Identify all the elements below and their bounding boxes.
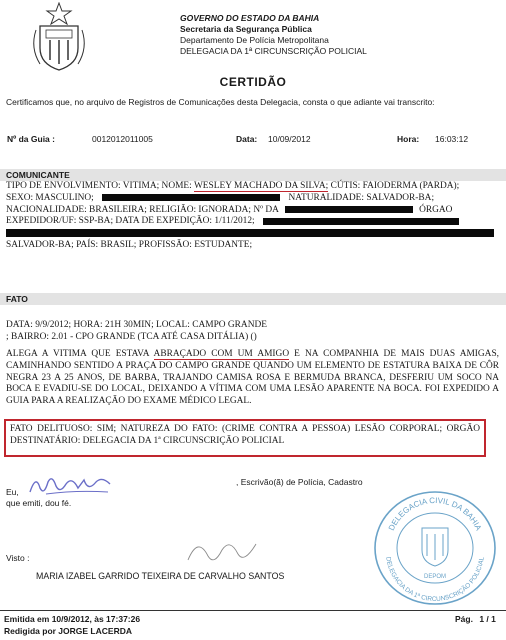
coat-of-arms-logo bbox=[28, 2, 90, 74]
footer-redigida: Redigida por JORGE LACERDA bbox=[4, 626, 132, 636]
redaction-bar bbox=[263, 218, 459, 225]
escrivao-label: , Escrivão(ã) de Polícia, Cadastro bbox=[236, 477, 363, 487]
visto-label: Visto : bbox=[6, 553, 30, 563]
comunicante-line1a: TIPO DE ENVOLVIMENTO: VITIMA; NOME: bbox=[6, 181, 192, 191]
delegada-nome: MARIA IZABEL GARRIDO TEIXEIRA DE CARVALHO SANTOS bbox=[36, 571, 285, 581]
comunicante-line3a: NACIONALIDADE: BRASILEIRA; RELIGIÃO: IGNORADA; Nº DA bbox=[6, 204, 279, 215]
document-title: CERTIDÃO bbox=[219, 75, 287, 89]
comunicante-line2a: SEXO: MASCULINO; bbox=[6, 192, 94, 203]
vitima-nome: WESLEY MACHADO DA SILVA; bbox=[193, 181, 329, 191]
footer-pag-label: Pág. bbox=[455, 614, 473, 624]
guia-hora: 16:03:12 bbox=[435, 134, 469, 144]
guia-hora-label: Hora: bbox=[397, 134, 420, 144]
guia-numero: 0012012011005 bbox=[92, 134, 153, 144]
guia-numero-label: Nº da Guia : bbox=[7, 134, 55, 144]
footer-pag: 1 / 1 bbox=[479, 614, 496, 624]
section-comunicante: COMUNICANTE bbox=[0, 169, 506, 181]
comunicante-line6: SALVADOR-BA; PAÍS: BRASIL; PROFISSÃO: ESTUDANTE; bbox=[6, 239, 253, 250]
narrativa-a: ALEGA A VITIMA QUE ESTAVA bbox=[6, 349, 149, 359]
fato-narrativa bbox=[6, 349, 499, 408]
stamp-top-text: DELEGACIA CIVIL DA BAHIA bbox=[386, 495, 484, 532]
comunicante-line1b: CÚTIS: FAIODERMA (PARDA); bbox=[330, 181, 460, 191]
header-delegacia: DELEGACIA DA 1ª CIRCUNSCRIÇÃO POLICIAL bbox=[180, 46, 367, 56]
fato-line2: ; BAIRRO: 2.01 - CPO GRANDE (TCA ATÉ CASA DITÁLIA) () bbox=[6, 331, 257, 342]
guia-data: 10/09/2012 bbox=[268, 134, 311, 144]
eu-label: Eu, bbox=[6, 487, 19, 497]
header-secretaria: Secretaria da Segurança Pública bbox=[180, 24, 312, 34]
signature-scribble bbox=[26, 470, 116, 500]
stamp-center-text: DEPOM bbox=[423, 574, 447, 580]
comunicante-body bbox=[6, 181, 499, 252]
redaction-bar bbox=[6, 229, 494, 237]
section-fato: FATO bbox=[0, 293, 506, 305]
footer-divider bbox=[0, 610, 506, 611]
stamp-bottom-text: DELEGACIA DA 1ª CIRCUNSCRIÇÃO POLICIAL bbox=[384, 556, 486, 604]
narrativa-underlined: ABRAÇADO COM UM AMIGO bbox=[153, 349, 290, 359]
footer-emitida: Emitida em 10/9/2012, às 17:37:26 bbox=[4, 614, 141, 624]
fato-line1: DATA: 9/9/2012; HORA: 21H 30MIN; LOCAL: CAMPO GRANDE bbox=[6, 320, 267, 330]
comunicante-line4: EXPEDIDOR/UF: SSP-BA; DATA DE EXPEDIÇÃO: 1/11/2012; bbox=[6, 216, 255, 227]
police-stamp bbox=[372, 488, 498, 608]
header-governo: GOVERNO DO ESTADO DA BAHIA bbox=[180, 13, 320, 23]
redaction-bar bbox=[285, 206, 413, 213]
fato-delituoso-text: FATO DELITUOSO: SIM; NATUREZA DO FATO: (CRIME CONTRA A PESSOA) LESÃO CORPORAL; ORGÃO DESTINATÁRIO: DELEGACIA DA 1ª CIRCUNSCRIÇÃO POLICIAL bbox=[10, 424, 480, 446]
visto-signature bbox=[178, 530, 268, 570]
header-departamento: Departamento De Polícia Metropolitana bbox=[180, 35, 329, 45]
comunicante-line3b: ÓRGAO bbox=[419, 204, 453, 215]
redaction-bar bbox=[102, 194, 280, 201]
intro-text: Certificamos que, no arquivo de Registros de Comunicações desta Delegacia, consta o que adiante vai transcrito: bbox=[6, 97, 435, 107]
comunicante-line2b: NATURALIDADE: SALVADOR-BA; bbox=[288, 192, 435, 203]
fato-delituoso-box bbox=[4, 419, 486, 457]
emiti-label: que emiti, dou fé. bbox=[6, 498, 72, 508]
narrativa-b: E NA COMPANHIA DE MAIS DUAS AMIGAS, CAMINHANDO SENTIDO A PRAÇA DO CAMPO GRANDE QUANDO UM ELEMENTO DE ESTATURA BAIXA DE CÔR NEGRA 23 A 25 ANOS, DE BARBA, TRAJANDO CAMISA ROSA E BERMUDA BRANCA, DESFERIU UM SOCO NA BOCA E EVADIU-SE DO LOCAL, DEIXANDO A VÍTIMA COM UMA LESÃO APARENTE NA BOCA. FOI EXPEDIDO A GUIA PARA A REALIZAÇÃO DO EXAME MÉDICO LEGAL. bbox=[6, 349, 500, 407]
guia-data-label: Data: bbox=[236, 134, 258, 144]
